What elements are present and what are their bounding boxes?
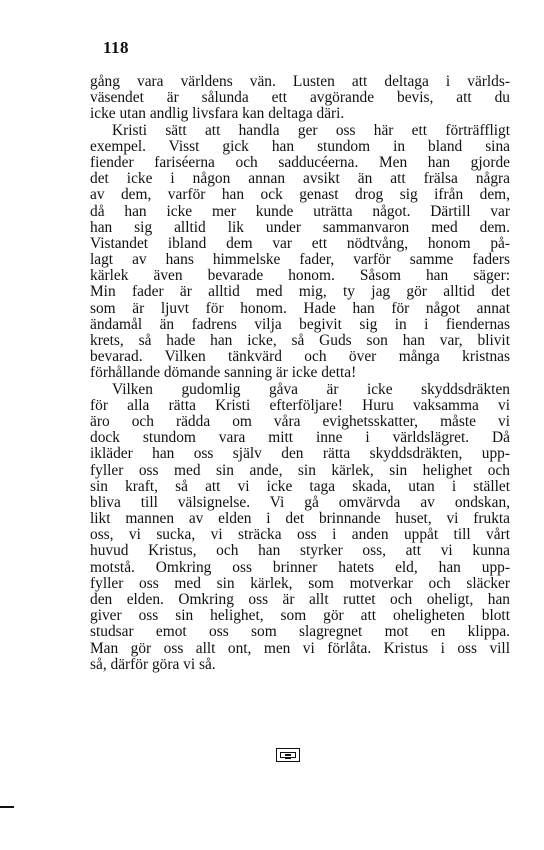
text-line: Kristi sätt att handla ger oss här ett förträffligt — [112, 121, 510, 139]
text-line: av dem, varför han ock genast drog sig ifrån dem, — [90, 186, 510, 204]
text-line: fyller oss med sin ande, sin kärlek, sin helighet och — [90, 461, 510, 479]
body-text — [90, 74, 510, 673]
text-line: dock stundom vara mitt inne i världslägret. Då — [90, 429, 510, 447]
text-line: för alla rätta Kristi efterföljare! Huru vaksamma vi — [90, 396, 510, 414]
text-line: ändamål än fadrens vilja begivit sig in i fiendernas — [90, 315, 510, 333]
margin-tick-mark — [0, 806, 14, 808]
text-line: likt mannen av elden i det brinnande huset, vi frukta — [90, 510, 510, 528]
text-line: exempel. Visst gick han stundom in bland sina — [90, 137, 510, 155]
text-line: giver oss sin helighet, som gör att oheligheten blott — [90, 607, 510, 625]
text-line: fiender fariséerna och sadducéerna. Men han gjorde — [90, 153, 510, 171]
text-line: bliva till välsignelse. Vi gå omvärvda av ondskan, — [90, 493, 510, 511]
text-line: fyller oss med sin kärlek, som motverkar och släcker — [90, 574, 510, 592]
text-line: så, därför göra vi så. — [90, 655, 216, 673]
text-line: Vilken gudomlig gåva är icke skyddsdräkten — [112, 380, 510, 398]
text-line: motstå. Omkring oss brinner hatets eld, han upp- — [90, 558, 510, 576]
text-line: oss, vi sucka, vi sträcka oss i anden uppåt till vårt — [90, 526, 510, 544]
text-line: Min fader är alltid med mig, ty jag gör alltid det — [90, 283, 510, 301]
text-line: väsendet är sålunda ett avgörande bevis, att du — [90, 89, 510, 107]
text-line: det icke i någon annan avsikt än att frälsa några — [90, 170, 510, 188]
printer-ornament-icon — [276, 748, 300, 762]
text-line: krets, så hade han icke, så Guds son han var, blivit — [90, 332, 510, 349]
text-line: lagt av hans himmelske fader, varför samme faders — [90, 251, 510, 269]
text-line: ikläder han oss själv den rätta skyddsdräkten, upp- — [90, 445, 510, 463]
text-line: äro och rädda om våra evighetsskatter, måste vi — [90, 412, 510, 430]
text-line: den elden. Omkring oss är allt ruttet och oheligt, han — [90, 591, 510, 608]
page-number: 118 — [103, 38, 130, 57]
text-line: sin kraft, så att vi icke taga skada, utan i stället — [90, 477, 510, 495]
text-line: då han icke mer kunde uträtta något. Därtill var — [90, 202, 510, 220]
text-line: Man gör oss allt ont, men vi förlåta. Kristus i oss vill — [90, 639, 510, 657]
text-line: kärlek även bevarade honom. Såsom han säger: — [90, 267, 510, 285]
text-line: gång vara världens vän. Lusten att deltaga i världs- — [90, 73, 510, 90]
text-line: han sig alltid lik under sammanvaron med dem. — [90, 218, 510, 236]
text-line: studsar emot oss som slagregnet mot en klippa. — [90, 623, 510, 641]
text-line: Vistandet ibland dem var ett nödtvång, honom på- — [90, 234, 510, 252]
text-line: förhållande dömande sanning är icke detta! — [90, 364, 357, 382]
text-line: som är ljuvt för honom. Hade han för något annat — [90, 299, 510, 317]
text-line: bevarad. Vilken tänkvärd och över många kristnas — [90, 348, 510, 366]
text-line: huvud Kristus, och han styrker oss, att vi kunna — [90, 542, 510, 560]
text-line: icke utan andlig livsfara kan deltaga däri. — [90, 105, 345, 123]
